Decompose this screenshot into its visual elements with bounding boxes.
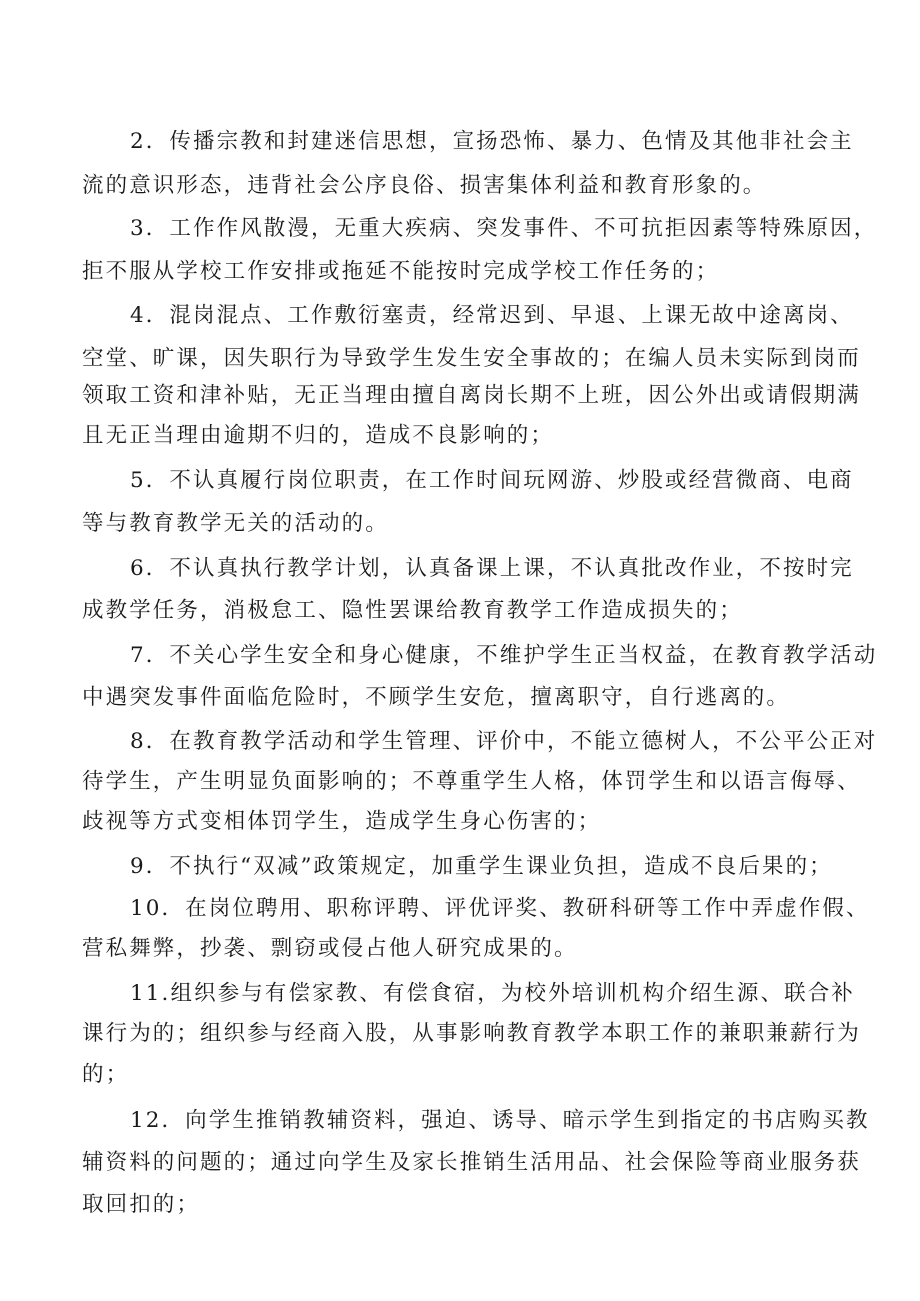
document-page: 2．传播宗教和封建迷信思想，宣扬恐怖、暴力、色情及其他非社会主 流的意识形态，违背社会公序良俗、损害集体利益和教育形象的。 3．工作作风散漫，无重大疾病、突发事件、不可抗拒因素等特殊原因， 拒不服从学校工作安排或拖延不能按时完成学校工作任务的； 4．混岗混点、工作敷衍塞责，经常迟到、早退、上课无故中途离岗、 空堂、旷课，因失职行为导致学生发生安全事故的；在编人员未实际到岗而 领取工资和津补贴，无正当理由擅自离岗长期不上班，因公外出或请假期满 且无正当理由逾期不归的，造成不良影响的； 5．不认真履行岗位职责，在工作时间玩网游、炒股或经营微商、电商 等与教育教学无关的活动的。 6．不认真执行教学计划，认真备课上课，不认真批改作业，不按时完 成教学任务，消极怠工、隐性罢课给教育教学工作造成损失的； 7．不关心学生安全和身心健康，不维护学生正当权益，在教育教学活动 中遇突发事件面临危险时，不顾学生安危，擅离职守，自行逃离的。 8．在教育教学活动和学生管理、评价中，不能立德树人，不公平公正对 待学生，产生明显负面影响的；不尊重学生人格，体罚学生和以语言侮辱、 歧视等方式变相体罚学生，造成学生身心伤害的； 9．不执行“双减”政策规定，加重学生课业负担，造成不良后果的； 10．在岗位聘用、职称评聘、评优评奖、教研科研等工作中弄虚作假、 营私舞弊，抄袭、剽窃或侵占他人研究成果的。 11.组织参与有偿家教、有偿食宿，为校外培训机构介绍生源、联合补 课行为的；组织参与经商入股，从事影响教育教学本职工作的兼职兼薪行为 的； 12．向学生推销教辅资料，强迫、诱导、暗示学生到指定的书店购买教 辅资料的问题的；通过向学生及家长推销生活用品、社会保险等商业服务获 取回扣的； [82, 129, 878, 1217]
